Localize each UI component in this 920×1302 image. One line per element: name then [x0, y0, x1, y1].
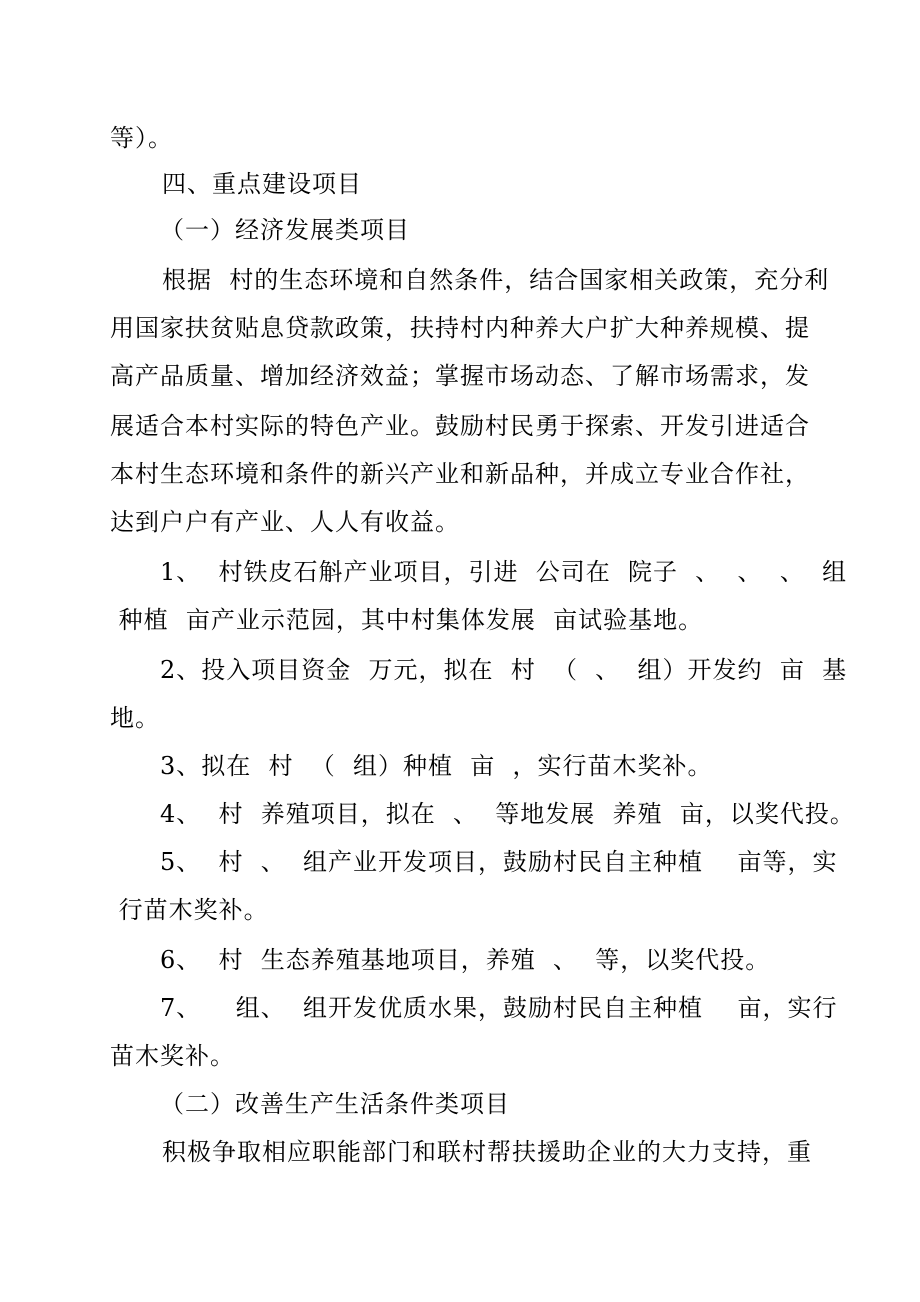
paragraph-line: 根据 村的生态环境和自然条件，结合国家相关政策，充分利 [162, 266, 830, 294]
list-item-7-continued: 苗木奖补。 [110, 1042, 235, 1070]
list-item-5-continued: 行苗木奖补。 [110, 896, 269, 924]
paragraph-line: 高产品质量、增加经济效益；掌握市场动态、了解市场需求，发 [110, 362, 810, 390]
text-line-continuation: 等）。 [110, 124, 173, 152]
list-item-5: 5、 村 、 组产业开发项目，鼓励村民自主种植 亩等，实 [160, 848, 838, 876]
list-item-3: 3、拟在 村 （ 组）种植 亩 ，实行苗木奖补。 [160, 752, 713, 780]
subheading-economic-projects: （一）经济发展类项目 [160, 216, 410, 244]
paragraph-line: 用国家扶贫贴息贷款政策，扶持村内种养大户扩大种养规模、提 [110, 314, 810, 342]
list-item-2: 2、投入项目资金 万元，拟在 村 （ 、 组）开发约 亩 基 [160, 656, 848, 684]
heading-section-four: 四、重点建设项目 [162, 170, 362, 198]
paragraph-line: 本村生态环境和条件的新兴产业和新品种，并成立专业合作社， [110, 460, 810, 488]
list-item-1-continued: 种植 亩产业示范园，其中村集体发展 亩试验基地。 [110, 606, 704, 634]
list-item-7: 7、 组、 组开发优质水果，鼓励村民自主种植 亩，实行 [160, 994, 838, 1022]
list-item-6: 6、 村 生态养殖基地项目，养殖 、 等，以奖代投。 [160, 946, 771, 974]
list-item-1: 1、 村铁皮石斛产业项目，引进 公司在 院子 、 、 、 组 [160, 558, 848, 586]
subheading-living-conditions: （二）改善生产生活条件类项目 [160, 1090, 510, 1118]
paragraph-line: 达到户户有产业、人人有收益。 [110, 508, 460, 536]
list-item-2-continued: 地。 [110, 704, 160, 732]
list-item-4: 4、 村 养殖项目，拟在 、 等地发展 养殖 亩，以奖代投。 [160, 800, 855, 828]
paragraph-line: 展适合本村实际的特色产业。鼓励村民勇于探索、开发引进适合 [110, 412, 810, 440]
paragraph-line: 积极争取相应职能部门和联村帮扶援助企业的大力支持，重 [162, 1138, 812, 1166]
